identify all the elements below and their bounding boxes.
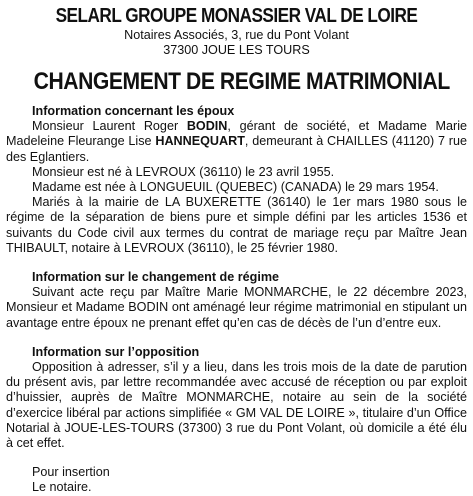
section-changement — [6, 270, 467, 331]
section-epoux — [6, 104, 467, 256]
firm-name: SELARL GROUPE MONASSIER VAL DE LOIRE — [55, 5, 418, 27]
section-spacer — [6, 256, 467, 270]
epoux-paragraph-1 — [6, 119, 467, 165]
epoux-paragraph-2: Monsieur est né à LEVROUX (36110) le 23 avril 1955. — [32, 164, 335, 179]
epoux-paragraph-4: Mariés à la mairie de LA BUXERETTE (36140) le 1er mars 1980 sous le régime de la séparation de biens pure et simple défini par les articles 1536 et suivants du Code civil aux termes du contrat de mariage reçu par Maître Jean THIBAULT, notaire à LEVROUX (36110), le 25 février 1980. — [6, 195, 467, 255]
section-opposition-title: Information sur l’opposition — [32, 344, 200, 359]
husband-surname: BODIN — [186, 119, 228, 134]
epoux-text-2: , gérant de société, et Madame Marie Madeleine Fleurange Lise — [6, 119, 467, 149]
epoux-text-1: Monsieur Laurent Roger — [32, 119, 187, 134]
epoux-paragraph-3: Madame est née à LONGUEUIL (QUEBEC) (CANADA) le 29 mars 1954. — [32, 180, 439, 195]
closing-line-2: Le notaire. — [32, 480, 92, 495]
section-opposition — [6, 345, 467, 451]
changement-paragraph: Suivant acte reçu par Maître Marie MONMARCHE, le 22 décembre 2023, Monsieur et Madame BODIN ont aménagé leur régime matrimonial en stipulant un avantage entre époux ne prenant effet qu’en cas de décès de l’un d’entre eux. — [6, 285, 467, 330]
section-epoux-title: Information concernant les époux — [32, 104, 235, 118]
opposition-paragraph: Opposition à adresser, s’il y a lieu, dans les trois mois de la date de parution du présent avis, par lettre recommandée avec accusé de réception ou par exploit d’huissier, auprès de Maître MONMARCHE, notaire au sein de la société d’exercice libéral par actions simplifiée « GM VAL DE LOIRE », titulaire d’un Office Notarial à JOUE-LES-TOURS (37300) 3 rue du Pont Volant, où domicile a été élu à cet effet. — [6, 360, 467, 451]
closing-line-1: Pour insertion — [32, 465, 110, 480]
section-spacer — [6, 451, 467, 465]
epoux-text-3: , demeurant à CHAILLES (41120) 7 rue des Eglantiers. — [6, 134, 468, 164]
firm-address-line2: 37300 JOUE LES TOURS — [163, 43, 310, 57]
section-changement-title: Information sur le changement de régime — [32, 270, 280, 285]
firm-address-line1: Notaires Associés, 3, rue du Pont Volant — [124, 28, 349, 42]
section-spacer — [6, 331, 467, 345]
notice-headline: CHANGEMENT DE REGIME MATRIMONIAL — [33, 68, 450, 95]
wife-surname: HANNEQUART — [155, 134, 245, 149]
